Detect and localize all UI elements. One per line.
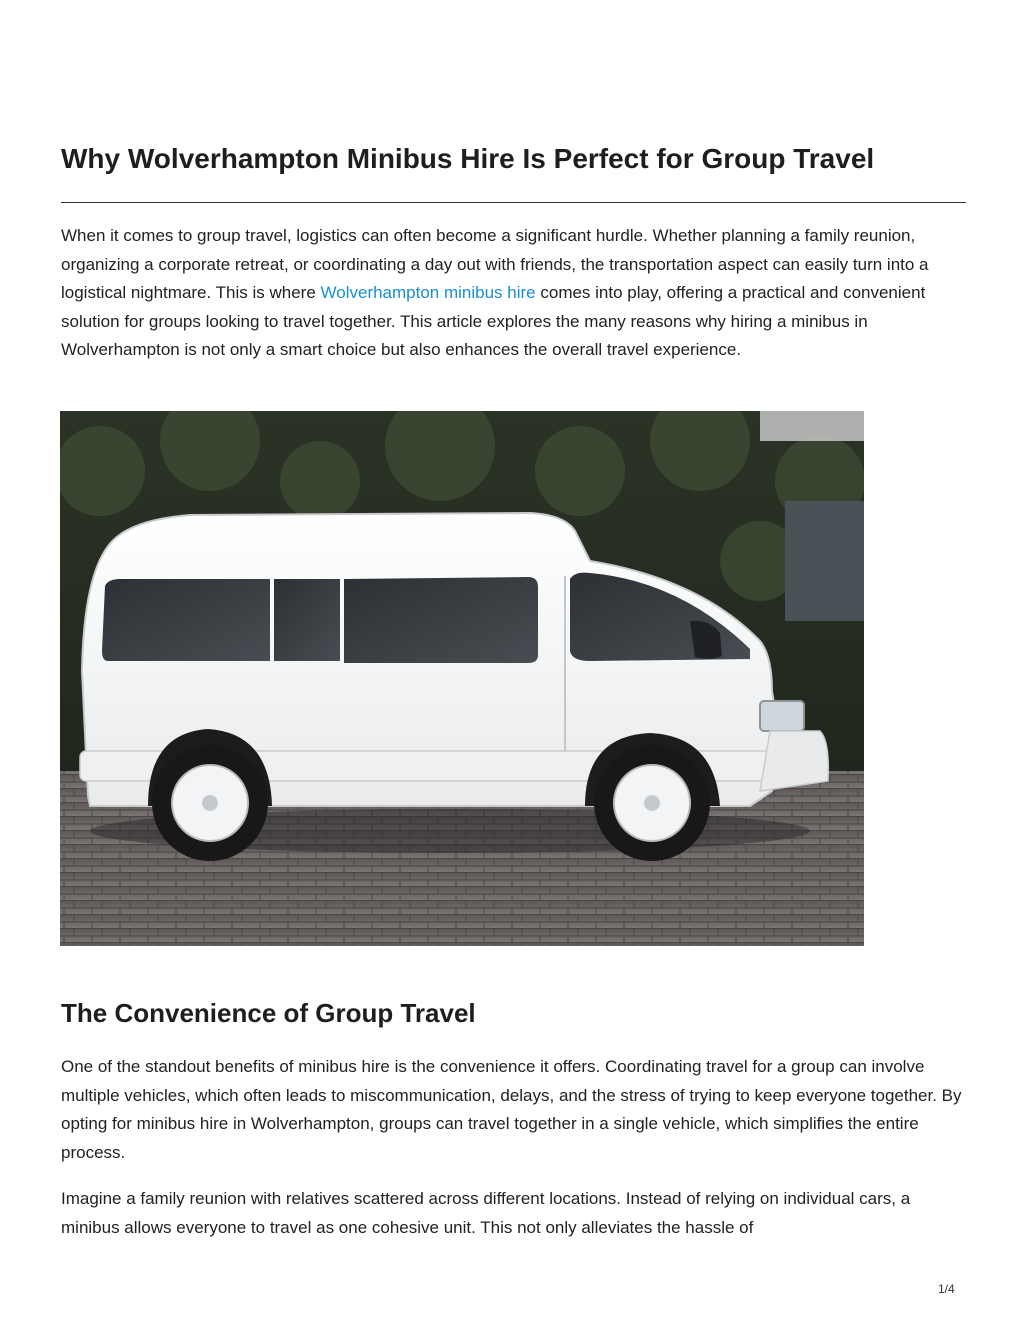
section-heading: The Convenience of Group Travel <box>61 998 476 1028</box>
front-wheel <box>594 745 710 861</box>
page-number: 1/4 <box>938 1282 955 1296</box>
minibus-photo <box>60 411 864 946</box>
minibus-hire-link[interactable]: Wolverhampton minibus hire <box>320 283 536 302</box>
article-title: Why Wolverhampton Minibus Hire Is Perfect for Group Travel <box>61 143 875 174</box>
intro-text-before-link: When it comes to group travel, logistics can often become a significant hurdle. Whether planning a family reunion, organizing a corporate retreat, or coordinating a day out with friends, the transportation aspect can easily turn into a logistical nightmare. This is where <box>61 226 929 302</box>
intro-paragraph <box>61 222 966 365</box>
section-paragraph-2: Imagine a family reunion with relatives scattered across different locations. Instead of relying on individual cars, a minibus allows everyone to travel as one cohesive unit. This not only alleviates the hassle of <box>61 1189 911 1237</box>
section-paragraph-1: One of the standout benefits of minibus hire is the convenience it offers. Coordinating travel for a group can involve multiple vehicles, which often leads to miscommunication, delays, and the stress of trying to keep everyone together. By opting for minibus hire in Wolverhampton, groups can travel together in a single vehicle, which simplifies the entire process. <box>61 1057 962 1162</box>
intro-text-after-link: comes into play, offering a practical and convenient solution for groups looking to travel together. This article explores the many reasons why hiring a minibus in Wolverhampton is not only a smart choice but also enhances the overall travel experience. <box>61 283 926 359</box>
title-divider <box>61 202 966 203</box>
rear-wheel <box>152 745 268 861</box>
